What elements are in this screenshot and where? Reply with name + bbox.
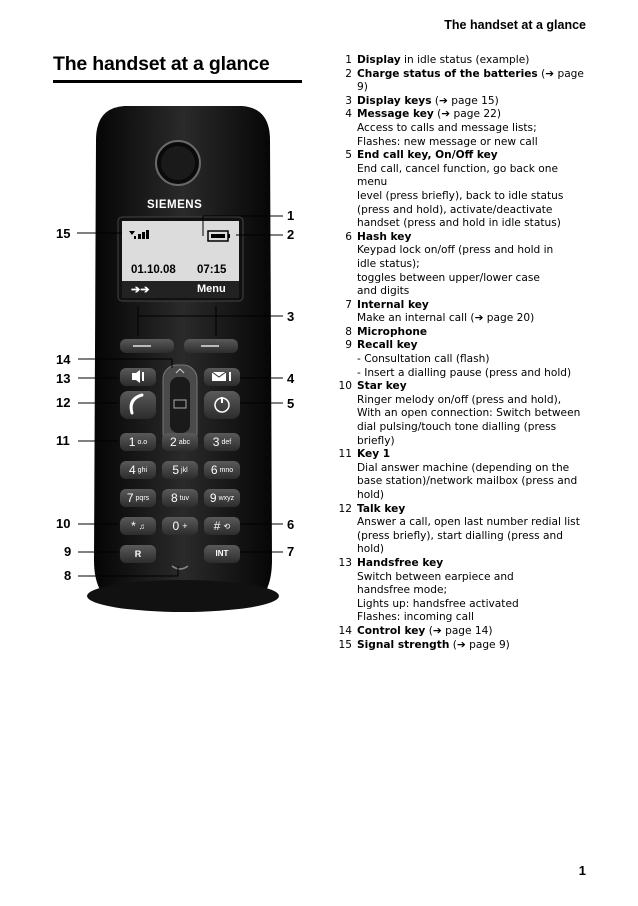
- key-2-digit: 2: [170, 435, 177, 449]
- legend-term: Talk key: [357, 502, 406, 515]
- legend-item-text: [357, 299, 590, 326]
- legend-term: Handsfree key: [357, 556, 444, 569]
- legend-line: [357, 95, 590, 109]
- callout-4: 4: [287, 371, 295, 386]
- key-1: [120, 433, 156, 451]
- legend-term: Star key: [357, 380, 407, 393]
- legend-item-number: 3: [345, 94, 352, 107]
- legend-term: End call key, On/Off key: [357, 149, 498, 162]
- legend-line: [357, 136, 590, 150]
- callout-11: 11: [56, 433, 70, 448]
- legend-item-text: [357, 326, 590, 340]
- legend-item: [328, 557, 590, 625]
- callout-1: 1: [287, 208, 295, 223]
- legend-line: [357, 611, 590, 625]
- callout-3: 3: [287, 309, 295, 324]
- key-1-letters: ᴏ.ᴏ: [137, 438, 148, 446]
- key-4-digit: 4: [128, 463, 136, 477]
- legend-line: [357, 285, 590, 299]
- legend-item-number: 1: [345, 54, 352, 66]
- legend-description: Access to calls and message lists;: [357, 121, 537, 134]
- legend-line: [357, 122, 590, 136]
- key-5: [162, 461, 198, 479]
- key-3-digit: 3: [212, 435, 220, 449]
- legend-description: (➔ page 14): [425, 624, 493, 637]
- legend-item: [328, 68, 590, 95]
- legend-term: Message key: [357, 108, 434, 121]
- legend-description: (press and hold), activate/deactivate: [357, 203, 553, 216]
- callout-2: 2: [287, 227, 295, 242]
- legend-item-text: [357, 95, 590, 109]
- legend-item-text: [357, 149, 590, 231]
- legend-item-text: [357, 639, 590, 653]
- legend-term: Microphone: [357, 325, 428, 338]
- page-title: The handset at a glance: [53, 53, 270, 75]
- key-3-letters: def: [221, 438, 232, 446]
- key-6-letters: mno: [219, 466, 234, 474]
- legend-item: [328, 299, 590, 326]
- legend-item: [328, 639, 590, 653]
- key-2-letters: abc: [178, 438, 190, 446]
- softkey-left-label: ➔➔: [131, 284, 150, 296]
- legend-line: [357, 530, 590, 557]
- key-6: [204, 461, 240, 479]
- legend-line: [357, 68, 590, 95]
- callout-6: 6: [287, 517, 295, 532]
- legend-description: With an open connection: Switch between: [357, 407, 581, 420]
- legend-term: Signal strength: [357, 638, 450, 651]
- legend-line: [357, 407, 590, 421]
- legend-term: Recall key: [357, 339, 418, 352]
- legend-description: and digits: [357, 285, 410, 298]
- key-2: [162, 433, 198, 451]
- callout-14: 14: [56, 352, 71, 367]
- key-9: [204, 489, 240, 507]
- legend-line: [357, 231, 590, 245]
- legend-line: [357, 489, 590, 503]
- legend-description: Switch between earpiece and: [357, 570, 514, 583]
- legend-description: Keypad lock on/off (press and hold in: [357, 244, 554, 257]
- legend-description: Dial answer machine (depending on the: [357, 461, 570, 474]
- legend-line: [357, 367, 590, 381]
- softkey-right-label: Menu: [197, 283, 226, 295]
- legend-term: Control key: [357, 624, 426, 637]
- key-3: [204, 433, 240, 451]
- key-star-icon: ♫: [138, 521, 145, 531]
- legend-term: Key 1: [357, 448, 391, 461]
- key-8-letters: tuv: [179, 494, 190, 502]
- legend-description: Flashes: incoming call: [357, 611, 474, 624]
- legend-item: [328, 54, 590, 68]
- legend-line: [357, 475, 590, 489]
- callout-7: 7: [287, 544, 295, 559]
- legend-description: idle status);: [357, 257, 420, 270]
- legend-item-number: 5: [345, 149, 352, 162]
- legend-line: [357, 339, 590, 353]
- legend-item: [328, 448, 590, 502]
- legend-line: [357, 149, 590, 163]
- key-0-digit: 0: [172, 519, 180, 533]
- legend-line: [357, 54, 590, 68]
- legend-description: dial pulsing/touch tone dialling (press: [357, 421, 557, 434]
- legend-item: [328, 339, 590, 380]
- legend-description: Make an internal call (➔ page 20): [357, 312, 535, 325]
- legend-term: Display keys: [357, 94, 432, 107]
- legend-item-number: 15: [338, 638, 352, 651]
- legend-description: (➔ page 9): [357, 67, 584, 94]
- legend-item: [328, 625, 590, 639]
- legend-item-number: 10: [338, 380, 352, 393]
- legend-item-text: [357, 339, 590, 380]
- legend-description: End call, cancel function, go back one menu: [357, 162, 558, 189]
- legend-description: (➔ page 22): [433, 108, 501, 121]
- legend-item-number: 11: [338, 448, 352, 461]
- callout-5: 5: [287, 396, 295, 411]
- legend-item-text: [357, 380, 590, 448]
- end-key: [204, 391, 240, 419]
- legend-item-text: [357, 108, 590, 149]
- legend-item-number: 13: [338, 556, 352, 569]
- legend-line: [357, 598, 590, 612]
- legend-item-number: 12: [338, 502, 352, 515]
- legend-item-number: 7: [345, 298, 352, 311]
- legend-item-text: [357, 68, 590, 95]
- key-9-digit: 9: [209, 491, 217, 505]
- legend-line: [357, 625, 590, 639]
- key-1-digit: 1: [128, 435, 136, 449]
- legend-description: handset (press and hold in idle status): [357, 217, 561, 230]
- legend-line: [357, 163, 590, 190]
- legend-item-text: [357, 54, 590, 68]
- legend-description: Flashes: new message or new call: [357, 135, 538, 148]
- legend-item: [328, 326, 590, 340]
- legend-line: [357, 217, 590, 231]
- legend-item-text: [357, 448, 590, 502]
- key-star-symbol: *: [131, 519, 136, 533]
- legend-item-number: 2: [345, 67, 352, 80]
- callout-13: 13: [56, 371, 71, 386]
- callout-10: 10: [56, 516, 71, 531]
- legend-line: [357, 584, 590, 598]
- legend-description: Ringer melody on/off (press and hold),: [357, 393, 562, 406]
- legend-line: [357, 448, 590, 462]
- key-hash: [204, 517, 240, 535]
- legend-line: [357, 326, 590, 340]
- legend-item-number: 4: [345, 108, 352, 121]
- legend-description: Lights up: handsfree activated: [357, 597, 519, 610]
- handset-base: [87, 580, 279, 612]
- key-8-digit: 8: [170, 491, 178, 505]
- legend-description: handsfree mode;: [357, 584, 448, 597]
- legend-item-number: 14: [338, 624, 352, 637]
- callout-8: 8: [64, 568, 72, 583]
- key-8: [162, 489, 198, 507]
- legend-item: [328, 231, 590, 299]
- brand-logo: SIEMENS: [147, 199, 203, 211]
- legend-line: [357, 503, 590, 517]
- legend-line: [357, 108, 590, 122]
- legend-description: level (press briefly), back to idle status: [357, 189, 564, 202]
- legend-item-text: [357, 231, 590, 299]
- legend-description: toggles between upper/lower case: [357, 271, 540, 284]
- key-5-letters: jkl: [181, 466, 188, 474]
- legend-description: base station)/network mailbox (press and: [357, 475, 578, 488]
- legend-term: Display: [357, 54, 401, 66]
- legend-item-number: 9: [345, 339, 352, 352]
- legend-line: [357, 244, 590, 258]
- legend-item: [328, 95, 590, 109]
- legend-list: [328, 54, 590, 652]
- legend-item: [328, 380, 590, 448]
- legend-item-text: [357, 625, 590, 639]
- key-9-letters: wxyz: [218, 494, 235, 502]
- legend-description: in idle status (example): [400, 54, 530, 66]
- legend-line: [357, 353, 590, 367]
- page-number: 1: [578, 863, 586, 878]
- key-hash-symbol: #: [213, 519, 221, 533]
- legend-item-text: [357, 503, 590, 557]
- legend-description: Answer a call, open last number redial list: [357, 516, 580, 529]
- legend-line: [357, 258, 590, 272]
- legend-item: [328, 503, 590, 557]
- key-0-symbol: +: [182, 521, 188, 531]
- legend-description: hold): [357, 489, 384, 501]
- legend-item-number: 6: [345, 230, 352, 243]
- display-date: 01.10.08: [131, 264, 176, 276]
- legend-description: (➔ page 15): [431, 94, 499, 107]
- key-5-digit: 5: [172, 463, 180, 477]
- legend-line: [357, 204, 590, 218]
- legend-description: - Consultation call (flash): [357, 353, 490, 366]
- legend-line: [357, 312, 590, 326]
- legend-line: [357, 571, 590, 585]
- internal-key-label: INT: [215, 549, 229, 558]
- legend-line: [357, 421, 590, 435]
- key-star: [120, 517, 156, 535]
- key-4-letters: ghi: [137, 466, 148, 474]
- key-7-letters: pqrs: [135, 494, 150, 502]
- legend-item-number: 8: [345, 325, 352, 338]
- key-7-digit: 7: [126, 491, 134, 505]
- legend-line: [357, 516, 590, 530]
- legend-line: [357, 190, 590, 204]
- legend-description: briefly): [357, 434, 395, 447]
- legend-line: [357, 639, 590, 653]
- legend-line: [357, 380, 590, 394]
- legend-line: [357, 435, 590, 449]
- legend-item: [328, 108, 590, 149]
- display-time: 07:15: [197, 264, 227, 276]
- callout-12: 12: [56, 395, 71, 410]
- callout-15: 15: [56, 226, 71, 241]
- legend-description: (press briefly), start dialling (press and hold): [357, 529, 563, 556]
- legend-line: [357, 394, 590, 408]
- legend-term: Charge status of the batteries: [357, 67, 538, 80]
- legend-description: - Insert a dialling pause (press and hold): [357, 366, 572, 379]
- callout-9: 9: [64, 544, 72, 559]
- legend-description: (➔ page 9): [449, 638, 510, 651]
- legend-term: Internal key: [357, 298, 429, 311]
- key-6-digit: 6: [210, 463, 218, 477]
- key-hash-icon: ⟲: [223, 521, 231, 531]
- header-section-title: The handset at a glance: [444, 18, 586, 32]
- legend-line: [357, 299, 590, 313]
- key-0: [162, 517, 198, 535]
- legend-item-text: [357, 557, 590, 625]
- key-7: [120, 489, 156, 507]
- key-4: [120, 461, 156, 479]
- legend-line: [357, 462, 590, 476]
- legend-line: [357, 272, 590, 286]
- legend-item: [328, 149, 590, 231]
- legend-line: [357, 557, 590, 571]
- recall-key-label: R: [134, 549, 142, 559]
- legend-term: Hash key: [357, 230, 412, 243]
